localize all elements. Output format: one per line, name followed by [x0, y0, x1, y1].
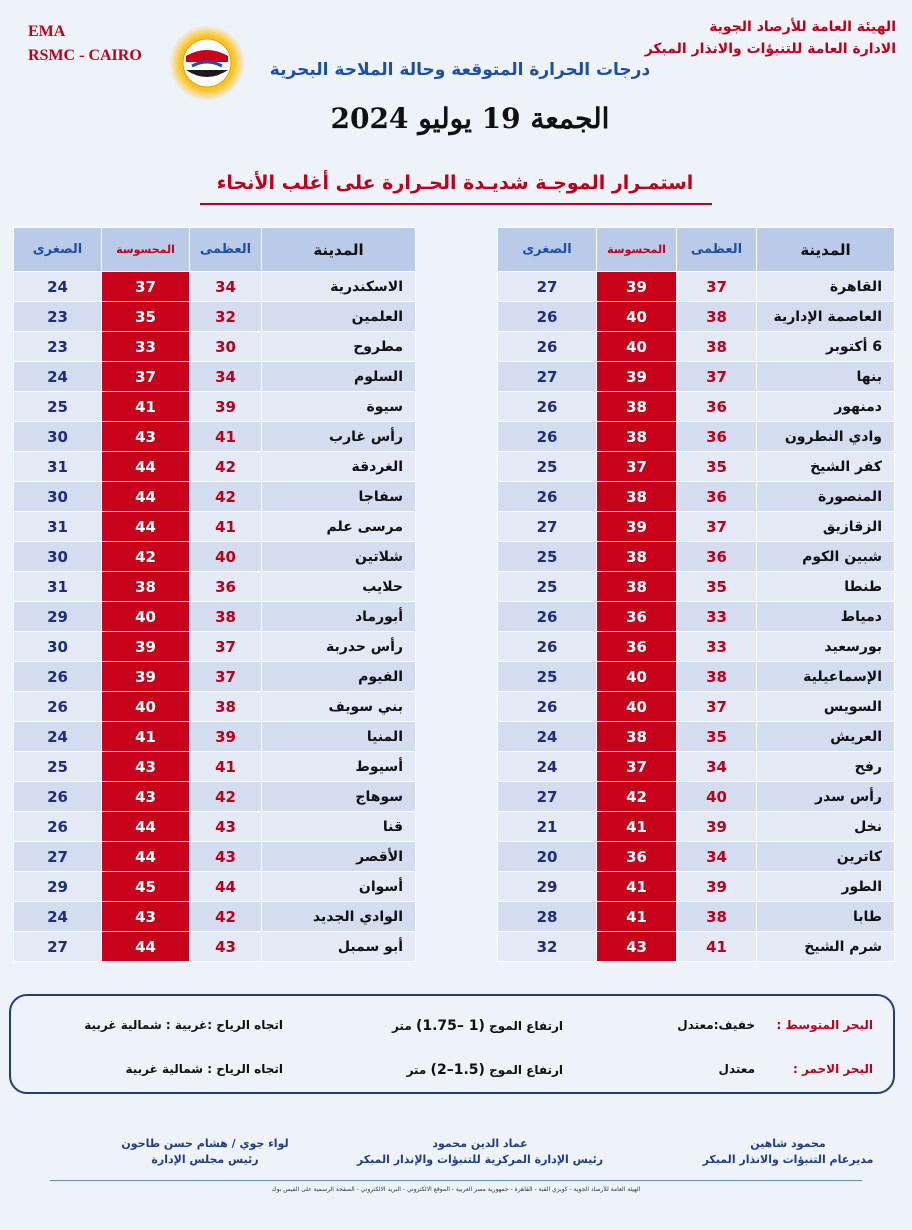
max-temp-cell: 34 — [677, 752, 757, 782]
table-row — [14, 302, 416, 332]
max-temp-cell: 42 — [190, 902, 262, 932]
sea-name: البحر الاحمر : — [793, 1062, 873, 1076]
max-temp-cell: 42 — [190, 782, 262, 812]
min-temp-cell: 26 — [498, 482, 597, 512]
column-header-felt: المحسوسة — [597, 228, 677, 272]
felt-temp-cell: 43 — [102, 422, 190, 452]
forecast-subtitle: درجات الحرارة المتوقعة وحالة الملاحة البحرية — [269, 60, 651, 80]
table-row — [498, 302, 895, 332]
min-temp-cell: 24 — [14, 272, 102, 302]
min-temp-cell: 26 — [14, 812, 102, 842]
felt-temp-cell: 37 — [597, 452, 677, 482]
felt-temp-cell: 38 — [597, 392, 677, 422]
table-row — [14, 392, 416, 422]
table-row — [498, 782, 895, 812]
wave-height — [392, 1018, 563, 1034]
table-body-right — [498, 272, 895, 962]
min-temp-cell: 23 — [14, 302, 102, 332]
city-cell: سيوة — [262, 392, 416, 422]
department-name: الادارة العامة للتنبؤات والانذار المبكر — [644, 41, 896, 57]
city-cell: الوادي الجديد — [262, 902, 416, 932]
max-temp-cell: 36 — [677, 542, 757, 572]
table-row — [498, 692, 895, 722]
table-row — [14, 572, 416, 602]
city-cell: سفاجا — [262, 482, 416, 512]
table-row — [498, 752, 895, 782]
max-temp-cell: 37 — [677, 512, 757, 542]
max-temp-cell: 37 — [190, 632, 262, 662]
felt-temp-cell: 38 — [597, 482, 677, 512]
max-temp-cell: 44 — [190, 872, 262, 902]
felt-temp-cell: 41 — [597, 872, 677, 902]
table-row — [14, 422, 416, 452]
max-temp-cell: 34 — [190, 362, 262, 392]
felt-temp-cell: 44 — [102, 452, 190, 482]
max-temp-cell: 36 — [677, 392, 757, 422]
table-row — [14, 452, 416, 482]
felt-temp-cell: 40 — [102, 602, 190, 632]
headline: استمـرار الموجـة شديـدة الحـرارة على أغلب الأنحاء — [216, 172, 694, 194]
min-temp-cell: 25 — [498, 572, 597, 602]
max-temp-cell: 41 — [190, 422, 262, 452]
rsmc-label: RSMC - CAIRO — [28, 47, 142, 64]
table-row — [14, 512, 416, 542]
table-row — [498, 392, 895, 422]
max-temp-cell: 33 — [677, 632, 757, 662]
wave-value: (1.5–2) — [430, 1062, 485, 1078]
city-cell: بنها — [757, 362, 895, 392]
table-row — [14, 812, 416, 842]
city-cell: شلاتين — [262, 542, 416, 572]
wave-height — [407, 1062, 563, 1078]
temperature-table-left — [13, 227, 416, 962]
max-temp-cell: 33 — [677, 602, 757, 632]
table-row — [498, 512, 895, 542]
city-cell: طنطا — [757, 572, 895, 602]
min-temp-cell: 25 — [498, 542, 597, 572]
city-cell: رأس غارب — [262, 422, 416, 452]
city-cell: الزقازيق — [757, 512, 895, 542]
max-temp-cell: 41 — [190, 512, 262, 542]
wave-label: ارتفاع الموج — [489, 1063, 563, 1077]
authority-header-right — [645, 16, 896, 60]
min-temp-cell: 25 — [498, 452, 597, 482]
min-temp-cell: 25 — [14, 392, 102, 422]
min-temp-cell: 21 — [498, 812, 597, 842]
city-cell: نخل — [757, 812, 895, 842]
min-temp-cell: 27 — [498, 512, 597, 542]
max-temp-cell: 35 — [677, 572, 757, 602]
min-temp-cell: 24 — [14, 722, 102, 752]
wave-unit: متر — [391, 1019, 412, 1033]
max-temp-cell: 30 — [190, 332, 262, 362]
city-cell: رأس سدر — [757, 782, 895, 812]
max-temp-cell: 42 — [190, 452, 262, 482]
table-row — [14, 842, 416, 872]
felt-temp-cell: 43 — [102, 752, 190, 782]
max-temp-cell: 39 — [190, 722, 262, 752]
table-row — [14, 722, 416, 752]
sea-state: خفيف:معتدل — [677, 1018, 755, 1032]
column-header-city: المدينة — [262, 228, 416, 272]
city-cell: مطروح — [262, 332, 416, 362]
felt-temp-cell: 38 — [102, 572, 190, 602]
min-temp-cell: 26 — [498, 602, 597, 632]
table-row — [14, 872, 416, 902]
table-row — [498, 542, 895, 572]
signature-name: عماد الدين محمود — [432, 1137, 528, 1150]
city-cell: الطور — [757, 872, 895, 902]
city-cell: العلمين — [262, 302, 416, 332]
felt-temp-cell: 36 — [597, 602, 677, 632]
min-temp-cell: 29 — [14, 872, 102, 902]
signature-center — [330, 1136, 630, 1168]
felt-temp-cell: 38 — [597, 722, 677, 752]
city-cell: العاصمة الإدارية — [757, 302, 895, 332]
city-cell: حلايب — [262, 572, 416, 602]
max-temp-cell: 34 — [677, 842, 757, 872]
max-temp-cell: 38 — [677, 902, 757, 932]
min-temp-cell: 27 — [14, 842, 102, 872]
max-temp-cell: 40 — [677, 782, 757, 812]
felt-temp-cell: 38 — [597, 572, 677, 602]
felt-temp-cell: 37 — [102, 362, 190, 392]
max-temp-cell: 41 — [190, 752, 262, 782]
sea-row-red-sea — [11, 1062, 893, 1082]
min-temp-cell: 26 — [14, 662, 102, 692]
city-cell: سوهاج — [262, 782, 416, 812]
min-temp-cell: 25 — [14, 752, 102, 782]
table-row — [498, 872, 895, 902]
min-temp-cell: 31 — [14, 572, 102, 602]
wave-unit: متر — [406, 1063, 427, 1077]
authority-name: الهيئة العامة للأرصاد الجوية — [709, 19, 896, 35]
city-cell: قنا — [262, 812, 416, 842]
felt-temp-cell: 39 — [102, 662, 190, 692]
min-temp-cell: 25 — [498, 662, 597, 692]
min-temp-cell: 31 — [14, 452, 102, 482]
column-header-max: العظمى — [190, 228, 262, 272]
table-row — [498, 932, 895, 962]
max-temp-cell: 41 — [677, 932, 757, 962]
min-temp-cell: 26 — [498, 692, 597, 722]
max-temp-cell: 34 — [190, 272, 262, 302]
table-row — [14, 752, 416, 782]
table-row — [14, 332, 416, 362]
max-temp-cell: 39 — [677, 812, 757, 842]
city-cell: شبين الكوم — [757, 542, 895, 572]
table-row — [498, 632, 895, 662]
table-row — [498, 572, 895, 602]
city-cell: الإسماعيلية — [757, 662, 895, 692]
felt-temp-cell: 41 — [102, 722, 190, 752]
city-cell: أبورماد — [262, 602, 416, 632]
footer-divider — [50, 1180, 862, 1181]
felt-temp-cell: 45 — [102, 872, 190, 902]
table-body-left — [14, 272, 416, 962]
city-cell: المنصورة — [757, 482, 895, 512]
table-row — [498, 722, 895, 752]
table-row — [498, 812, 895, 842]
sea-state: معتدل — [718, 1062, 755, 1076]
min-temp-cell: 26 — [498, 632, 597, 662]
city-cell: مرسى علم — [262, 512, 416, 542]
min-temp-cell: 31 — [14, 512, 102, 542]
table-row — [498, 662, 895, 692]
sea-name: البحر المتوسط : — [776, 1018, 873, 1032]
city-cell: رأس حدربة — [262, 632, 416, 662]
min-temp-cell: 24 — [14, 362, 102, 392]
min-temp-cell: 26 — [498, 332, 597, 362]
city-cell: 6 أكتوبر — [757, 332, 895, 362]
felt-temp-cell: 33 — [102, 332, 190, 362]
min-temp-cell: 24 — [14, 902, 102, 932]
max-temp-cell: 35 — [677, 452, 757, 482]
max-temp-cell: 43 — [190, 842, 262, 872]
table-row — [498, 362, 895, 392]
table-row — [498, 602, 895, 632]
column-header-min: الصغرى — [14, 228, 102, 272]
felt-temp-cell: 44 — [102, 482, 190, 512]
wind-direction: اتجاه الرياح :غربية : شمالية غربية — [84, 1018, 283, 1032]
wave-value: (1 –1.75) — [415, 1018, 485, 1034]
column-header-felt: المحسوسة — [102, 228, 190, 272]
ema-label: EMA — [28, 23, 66, 40]
table-row — [14, 542, 416, 572]
felt-temp-cell: 41 — [597, 812, 677, 842]
column-header-min: الصغرى — [498, 228, 597, 272]
min-temp-cell: 24 — [498, 752, 597, 782]
column-header-max: العظمى — [677, 228, 757, 272]
sea-status-box — [9, 994, 895, 1094]
table-row — [498, 482, 895, 512]
felt-temp-cell: 43 — [102, 902, 190, 932]
min-temp-cell: 23 — [14, 332, 102, 362]
table-row — [14, 482, 416, 512]
ema-logo-icon — [168, 24, 246, 102]
min-temp-cell: 26 — [498, 392, 597, 422]
min-temp-cell: 27 — [498, 782, 597, 812]
city-cell: الغردقة — [262, 452, 416, 482]
signature-name: لواء جوي / هشام حسن طاحون — [121, 1137, 289, 1150]
felt-temp-cell: 42 — [102, 542, 190, 572]
table-row — [14, 632, 416, 662]
min-temp-cell: 30 — [14, 632, 102, 662]
city-cell: بني سويف — [262, 692, 416, 722]
max-temp-cell: 43 — [190, 812, 262, 842]
city-cell: الاسكندرية — [262, 272, 416, 302]
min-temp-cell: 27 — [498, 272, 597, 302]
felt-temp-cell: 39 — [597, 362, 677, 392]
max-temp-cell: 38 — [190, 692, 262, 722]
felt-temp-cell: 40 — [597, 662, 677, 692]
max-temp-cell: 37 — [677, 362, 757, 392]
footer-contact: الهيئة العامة للأرصاد الجوية - كوبري القبة - القاهرة - جمهورية مصر العربية - الموقع الالكتروني - البريد الالكتروني - الصفحة الرسمية على الفيس بوك — [271, 1186, 641, 1193]
max-temp-cell: 38 — [677, 302, 757, 332]
table-row — [14, 662, 416, 692]
min-temp-cell: 30 — [14, 542, 102, 572]
max-temp-cell: 36 — [190, 572, 262, 602]
table-row — [14, 782, 416, 812]
city-cell: كفر الشيخ — [757, 452, 895, 482]
felt-temp-cell: 44 — [102, 812, 190, 842]
min-temp-cell: 32 — [498, 932, 597, 962]
city-cell: القاهرة — [757, 272, 895, 302]
min-temp-cell: 20 — [498, 842, 597, 872]
felt-temp-cell: 42 — [597, 782, 677, 812]
felt-temp-cell: 37 — [102, 272, 190, 302]
table-row — [498, 902, 895, 932]
table-row — [14, 272, 416, 302]
max-temp-cell: 38 — [677, 332, 757, 362]
headline-underline — [200, 203, 712, 205]
table-row — [498, 332, 895, 362]
min-temp-cell: 26 — [14, 782, 102, 812]
felt-temp-cell: 38 — [597, 542, 677, 572]
signature-name: محمود شاهين — [750, 1137, 826, 1150]
min-temp-cell: 30 — [14, 482, 102, 512]
felt-temp-cell: 44 — [102, 932, 190, 962]
max-temp-cell: 43 — [190, 932, 262, 962]
felt-temp-cell: 43 — [102, 782, 190, 812]
city-cell: شرم الشيخ — [757, 932, 895, 962]
city-cell: دمنهور — [757, 392, 895, 422]
min-temp-cell: 27 — [14, 932, 102, 962]
min-temp-cell: 24 — [498, 722, 597, 752]
max-temp-cell: 36 — [677, 482, 757, 512]
min-temp-cell: 26 — [498, 302, 597, 332]
felt-temp-cell: 36 — [597, 842, 677, 872]
max-temp-cell: 38 — [677, 662, 757, 692]
signature-title: رئيس مجلس الإدارة — [151, 1153, 259, 1166]
signature-right — [678, 1136, 898, 1168]
wave-label: ارتفاع الموج — [489, 1019, 563, 1033]
city-cell: الأقصر — [262, 842, 416, 872]
city-cell: بورسعيد — [757, 632, 895, 662]
max-temp-cell: 35 — [677, 722, 757, 752]
city-cell: أسوان — [262, 872, 416, 902]
felt-temp-cell: 40 — [597, 332, 677, 362]
table-row — [14, 362, 416, 392]
signature-left — [100, 1136, 310, 1168]
temperature-table-right — [497, 227, 895, 962]
table-row — [14, 902, 416, 932]
sea-row-mediterranean — [11, 1018, 893, 1038]
min-temp-cell: 26 — [14, 692, 102, 722]
wind-direction: اتجاه الرياح : شمالية غربية — [125, 1062, 283, 1076]
max-temp-cell: 37 — [677, 272, 757, 302]
max-temp-cell: 40 — [190, 542, 262, 572]
felt-temp-cell: 38 — [597, 422, 677, 452]
signature-title: مديرعام التنبؤات والانذار المبكر — [702, 1153, 874, 1166]
felt-temp-cell: 40 — [597, 302, 677, 332]
felt-temp-cell: 37 — [597, 752, 677, 782]
table-row — [498, 422, 895, 452]
table-row — [14, 602, 416, 632]
min-temp-cell: 29 — [498, 872, 597, 902]
felt-temp-cell: 36 — [597, 632, 677, 662]
felt-temp-cell: 40 — [597, 692, 677, 722]
felt-temp-cell: 41 — [102, 392, 190, 422]
city-cell: العريش — [757, 722, 895, 752]
max-temp-cell: 39 — [190, 392, 262, 422]
city-cell: السويس — [757, 692, 895, 722]
table-row — [498, 272, 895, 302]
felt-temp-cell: 41 — [597, 902, 677, 932]
table-row — [14, 692, 416, 722]
felt-temp-cell: 44 — [102, 512, 190, 542]
city-cell: أسيوط — [262, 752, 416, 782]
city-cell: دمياط — [757, 602, 895, 632]
column-header-city: المدينة — [757, 228, 895, 272]
table-row — [14, 932, 416, 962]
city-cell: أبو سمبل — [262, 932, 416, 962]
max-temp-cell: 36 — [677, 422, 757, 452]
city-cell: وادي النطرون — [757, 422, 895, 452]
max-temp-cell: 42 — [190, 482, 262, 512]
felt-temp-cell: 40 — [102, 692, 190, 722]
table-row — [498, 452, 895, 482]
min-temp-cell: 26 — [498, 422, 597, 452]
max-temp-cell: 39 — [677, 872, 757, 902]
max-temp-cell: 32 — [190, 302, 262, 332]
felt-temp-cell: 35 — [102, 302, 190, 332]
max-temp-cell: 37 — [190, 662, 262, 692]
felt-temp-cell: 43 — [597, 932, 677, 962]
max-temp-cell: 37 — [677, 692, 757, 722]
max-temp-cell: 38 — [190, 602, 262, 632]
felt-temp-cell: 39 — [597, 272, 677, 302]
min-temp-cell: 28 — [498, 902, 597, 932]
min-temp-cell: 29 — [14, 602, 102, 632]
city-cell: السلوم — [262, 362, 416, 392]
city-cell: طابا — [757, 902, 895, 932]
city-cell: رفح — [757, 752, 895, 782]
city-cell: المنيا — [262, 722, 416, 752]
ema-header-left — [28, 20, 142, 68]
felt-temp-cell: 44 — [102, 842, 190, 872]
signature-title: رئيس الإدارة المركزية للتنبؤات والإنذار المبكر — [356, 1153, 604, 1166]
min-temp-cell: 27 — [498, 362, 597, 392]
felt-temp-cell: 39 — [102, 632, 190, 662]
city-cell: الفيوم — [262, 662, 416, 692]
felt-temp-cell: 39 — [597, 512, 677, 542]
table-row — [498, 842, 895, 872]
forecast-date: الجمعة 19 يوليو 2024 — [330, 102, 610, 135]
min-temp-cell: 30 — [14, 422, 102, 452]
city-cell: كاترين — [757, 842, 895, 872]
